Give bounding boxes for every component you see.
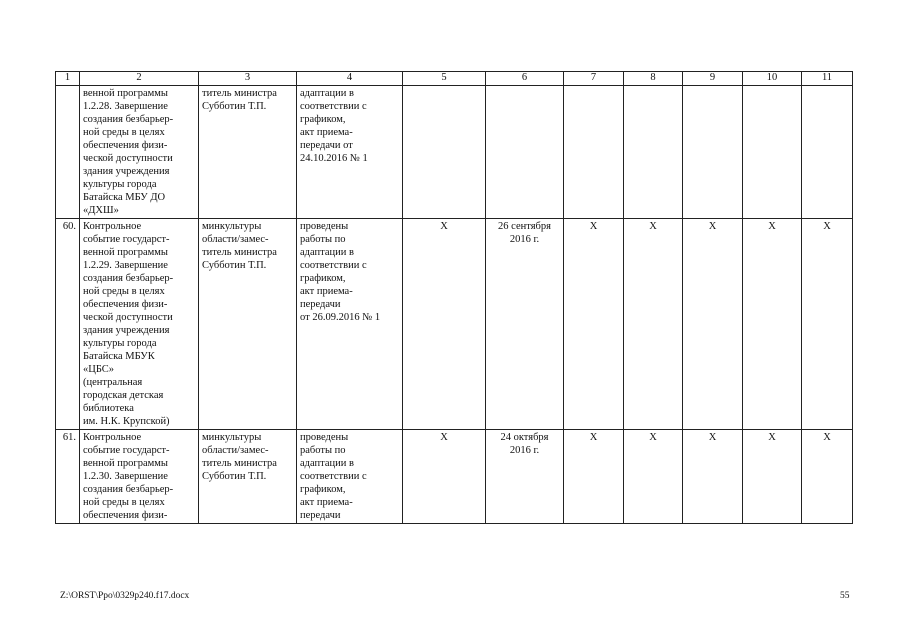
cell-line: графиком, bbox=[300, 484, 346, 495]
cell-line: соответствии с bbox=[300, 101, 367, 112]
cell-line: создания безбарьер- bbox=[83, 484, 174, 495]
cell-line: от 26.09.2016 № 1 bbox=[300, 312, 381, 323]
row-number: 61. bbox=[56, 430, 80, 524]
cell-line: минкультуры bbox=[202, 221, 262, 232]
cell-line: акт приема- bbox=[300, 127, 353, 138]
cell-line: Батайска МБУ ДО bbox=[83, 192, 166, 203]
cell-line: графиком, bbox=[300, 114, 346, 125]
cell-line: 2016 г. bbox=[509, 234, 540, 245]
cell-line: ческой доступности bbox=[83, 312, 173, 323]
cell-line: Субботин Т.П. bbox=[202, 471, 267, 482]
event-cell bbox=[80, 219, 199, 430]
cell-line: (центральная bbox=[83, 377, 143, 388]
cell-line: Контрольное bbox=[83, 221, 142, 232]
col7-cell: X bbox=[564, 219, 624, 430]
column-header: 7 bbox=[564, 72, 624, 86]
cell-line: титель министра bbox=[202, 247, 277, 258]
col9-cell bbox=[683, 86, 743, 219]
event-cell bbox=[80, 86, 199, 219]
column-header: 8 bbox=[624, 72, 683, 86]
cell-line: 24 октября bbox=[500, 432, 549, 443]
page-number: 55 bbox=[840, 591, 850, 601]
cell-line: 1.2.29. Завершение bbox=[83, 260, 168, 271]
cell-line: «ДХШ» bbox=[83, 205, 119, 216]
cell-line: библиотека bbox=[83, 403, 134, 414]
cell-line: культуры города bbox=[83, 338, 157, 349]
cell-line: проведены bbox=[300, 432, 349, 443]
cell-line: передачи от bbox=[300, 140, 353, 151]
col9-cell: X bbox=[683, 430, 743, 524]
cell-line: событие государст- bbox=[83, 234, 170, 245]
col8-cell: X bbox=[624, 430, 683, 524]
cell-line: 24.10.2016 № 1 bbox=[300, 153, 368, 164]
date-cell bbox=[486, 86, 564, 219]
col8-cell bbox=[624, 86, 683, 219]
column-header: 9 bbox=[683, 72, 743, 86]
col5-cell: X bbox=[403, 219, 486, 430]
cell-line: области/замес- bbox=[202, 234, 269, 245]
cell-line: ческой доступности bbox=[83, 153, 173, 164]
cell-line: области/замес- bbox=[202, 445, 269, 456]
col9-cell: X bbox=[683, 219, 743, 430]
cell-line: событие государст- bbox=[83, 445, 170, 456]
cell-line: соответствии с bbox=[300, 471, 367, 482]
cell-line: городская детская bbox=[83, 390, 164, 401]
executor-cell bbox=[199, 430, 297, 524]
cell-line: 26 сентября bbox=[498, 221, 551, 232]
cell-line: обеспечения физи- bbox=[83, 299, 168, 310]
col7-cell: X bbox=[564, 430, 624, 524]
event-cell bbox=[80, 430, 199, 524]
result-cell bbox=[297, 86, 403, 219]
col10-cell: X bbox=[743, 219, 802, 430]
col11-cell bbox=[802, 86, 853, 219]
cell-line: ной среды в целях bbox=[83, 127, 165, 138]
col5-cell bbox=[403, 86, 486, 219]
cell-line: адаптации в bbox=[300, 458, 354, 469]
cell-line: культуры города bbox=[83, 179, 157, 190]
row-number bbox=[56, 86, 80, 219]
cell-line: адаптации в bbox=[300, 247, 354, 258]
column-header: 1 bbox=[56, 72, 80, 86]
cell-line: работы по bbox=[300, 234, 346, 245]
executor-cell bbox=[199, 219, 297, 430]
cell-line: передачи bbox=[300, 510, 341, 521]
cell-line: ной среды в целях bbox=[83, 286, 165, 297]
cell-line: венной программы bbox=[83, 247, 168, 258]
cell-line: соответствии с bbox=[300, 260, 367, 271]
cell-line: графиком, bbox=[300, 273, 346, 284]
table-row bbox=[56, 219, 853, 430]
col8-cell: X bbox=[624, 219, 683, 430]
column-header: 5 bbox=[403, 72, 486, 86]
cell-line: создания безбарьер- bbox=[83, 273, 174, 284]
cell-line: минкультуры bbox=[202, 432, 262, 443]
cell-line: акт приема- bbox=[300, 286, 353, 297]
col11-cell: X bbox=[802, 219, 853, 430]
cell-line: 1.2.30. Завершение bbox=[83, 471, 168, 482]
cell-line: работы по bbox=[300, 445, 346, 456]
table-body bbox=[56, 86, 853, 524]
cell-line: титель министра bbox=[202, 458, 277, 469]
cell-line: Батайска МБУК bbox=[83, 351, 155, 362]
cell-line: ной среды в целях bbox=[83, 497, 165, 508]
cell-line: передачи bbox=[300, 299, 341, 310]
cell-line: здания учреждения bbox=[83, 325, 170, 336]
cell-line: венной программы bbox=[83, 458, 168, 469]
cell-line: Субботин Т.П. bbox=[202, 260, 267, 271]
cell-line: им. Н.К. Крупской) bbox=[83, 416, 170, 427]
cell-line: здания учреждения bbox=[83, 166, 170, 177]
column-header: 11 bbox=[802, 72, 853, 86]
table-row bbox=[56, 430, 853, 524]
date-cell bbox=[486, 219, 564, 430]
executor-cell bbox=[199, 86, 297, 219]
row-number: 60. bbox=[56, 219, 80, 430]
column-header: 6 bbox=[486, 72, 564, 86]
cell-line: обеспечения физи- bbox=[83, 140, 168, 151]
result-cell bbox=[297, 219, 403, 430]
header-row bbox=[56, 72, 853, 86]
col10-cell: X bbox=[743, 430, 802, 524]
file-path: Z:\ORST\Ppo\0329p240.f17.docx bbox=[60, 591, 190, 601]
cell-line: создания безбарьер- bbox=[83, 114, 174, 125]
cell-line: адаптации в bbox=[300, 88, 354, 99]
column-header: 10 bbox=[743, 72, 802, 86]
col11-cell: X bbox=[802, 430, 853, 524]
result-cell bbox=[297, 430, 403, 524]
col5-cell: X bbox=[403, 430, 486, 524]
cell-line: Контрольное bbox=[83, 432, 142, 443]
column-header: 2 bbox=[80, 72, 199, 86]
col7-cell bbox=[564, 86, 624, 219]
cell-line: акт приема- bbox=[300, 497, 353, 508]
document-table bbox=[55, 71, 853, 524]
cell-line: обеспечения физи- bbox=[83, 510, 168, 521]
cell-line: венной программы bbox=[83, 88, 168, 99]
cell-line: проведены bbox=[300, 221, 349, 232]
date-cell bbox=[486, 430, 564, 524]
column-header: 3 bbox=[199, 72, 297, 86]
column-header: 4 bbox=[297, 72, 403, 86]
cell-line: 1.2.28. Завершение bbox=[83, 101, 168, 112]
cell-line: 2016 г. bbox=[509, 445, 540, 456]
cell-line: Субботин Т.П. bbox=[202, 101, 267, 112]
table-row bbox=[56, 86, 853, 219]
col10-cell bbox=[743, 86, 802, 219]
cell-line: титель министра bbox=[202, 88, 277, 99]
cell-line: «ЦБС» bbox=[83, 364, 115, 375]
